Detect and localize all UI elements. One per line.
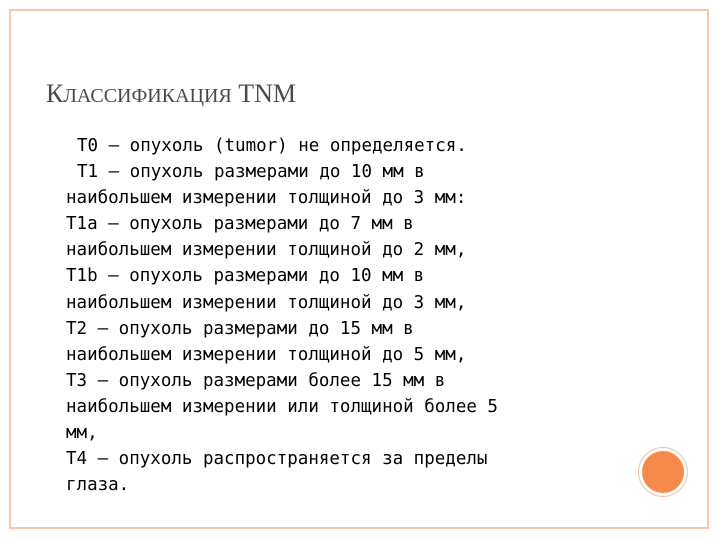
body-line: T1b — опухоль размерами до 10 мм в [66,266,425,287]
body-line: T4 — опухоль распространяется за пределы [66,449,488,470]
body-line: наибольшем измерении толщиной до 5 мм, [66,344,467,365]
body-line: T1a — опухоль размерами до 7 мм в [66,214,414,235]
body-line: T1 — опухоль размерами до 10 мм в [77,162,425,183]
body-line: T2 — опухоль размерами до 15 мм в [66,318,414,339]
title-small-caps: ЛАССИФИКАЦИЯ [63,85,232,107]
decorative-orange-circle [642,451,684,493]
body-line: мм, [66,423,98,444]
body-line: T0 – опухоль (tumor) не определяется. [77,136,467,156]
body-line: наибольшем измерении или толщиной более 5 [66,396,498,417]
body-line: T3 — опухоль размерами более 15 мм в [66,370,446,391]
title-tnm: TNM [238,79,297,108]
body-line: наибольшем измерении толщиной до 2 мм, [66,240,467,261]
title-first-letter: К [46,79,64,108]
slide-body-text [66,133,656,498]
body-line: наибольшем измерении толщиной до 3 мм: [66,188,467,209]
slide-title [46,80,296,110]
body-line: глаза. [66,475,130,496]
body-line: наибольшем измерении толщиной до 3 мм, [66,292,467,313]
